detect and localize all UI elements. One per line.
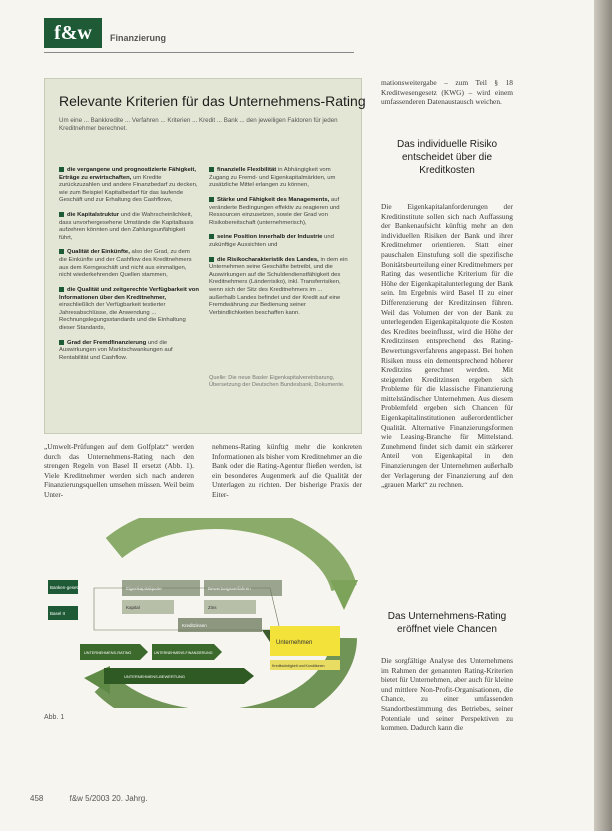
diagram-box-top-1-label: Eigenkapitalquote: [126, 586, 162, 591]
subheading-risk: Das individuelle Risiko entscheidet über die Kreditkosten: [396, 139, 498, 176]
criterion-text: auf veränderte Bedingungen effektiv zu reagieren und Ressourcen einzusetzen, sowie der Grad von Risikobereitschaft (unternehmerisch),: [209, 196, 340, 226]
body-column-b: nehmens-Rating künftig mehr die konkreten Informationen als bisher vom Kreditnehmer an die Bank oder die Rating-Agentur fließen werden, ist ein besonderes Augenmerk auf die Qualität der Unterlagen zu richten. Der bisherige Praxis der Eiter-: [212, 442, 362, 499]
page-number: 458: [30, 794, 44, 803]
criterion-lead: die Risikocharakteristik des Landes,: [217, 256, 319, 263]
diagram-box-mid-1-label: Kapital: [126, 605, 140, 610]
cycle-arrow-head-right: [330, 580, 358, 610]
bullet-square-icon: [59, 249, 64, 254]
criterion-item: [209, 257, 349, 318]
label-banken-gesetz: Banken-gesetz: [50, 585, 81, 590]
bullet-square-icon: [209, 257, 214, 262]
bullet-square-icon: [59, 287, 64, 292]
criterion-lead: die vergangene und prognostizierte Fähigkeit, Erträge zu erwirtschaften,: [59, 167, 196, 181]
criterion-text: in Abhängigkeit vom Zugang zu Fremd- und Eigenkapitalmärkten, um zusätzliche Mittel erlangen zu können,: [209, 167, 336, 189]
criterion-lead: Qualität der Einkünfte,: [67, 249, 130, 256]
arrow-finanzierung-label: UNTERNEHMENS-FINANZIERUNG: [154, 651, 213, 655]
body-column-right-3: Die sorgfältige Analyse des Unternehmens im Rahmen der genannten Rating-Kriterien bietet für Unternehmen, aber auch für kleine und mittlere Non-Profit-Organisationen, die Chance, zu einer umfassenden Standortbestimmung des Betriebes, seiner Potentiale und seiner Perspektiven zu kommen. Dadurch kann die: [381, 656, 513, 733]
criteria-column-left: [59, 167, 199, 369]
bullet-square-icon: [209, 234, 214, 239]
criterion-text: um Kredite zurückzuzahlen und andere Finanzbedarf zu decken, wie zum Beispiel Kapitalbedarf für das laufende Geschäft und zur Erhaltung des Cashflows,: [59, 174, 198, 204]
criterion-lead: die Qualität und zeitgerechte Verfügbarkeit von Informationen über den Kreditnehmer,: [59, 286, 199, 301]
arrow-bewertung-label: UNTERNEHMENS-BEWERTUNG: [124, 674, 186, 679]
diagram-box-mid-2-label: Zins: [208, 605, 217, 610]
criterion-text: einschließlich der Verfügbarkeit testierter Jahresabschlüsse, die Anwendung ... Rechnungslegungsstandards und die Einhaltung dieser Standards,: [59, 302, 186, 331]
criterion-text: und die Wahrscheinlichkeit, dass unvorhergesehene Umstände die Kapitalbasis aufzehren könnten und den Zahlungsunfähigkeit führt,: [59, 212, 194, 241]
page-footer: [30, 794, 147, 803]
unternehmen-label: Unternehmen: [276, 640, 313, 646]
subheading-chances: Das Unternehmens-Rating eröffnet viele Chancen: [387, 611, 507, 635]
criterion-lead: Grad der Fremdfinanzierung: [67, 339, 147, 346]
criterion-item: [59, 287, 199, 333]
criterion-item: [59, 212, 199, 242]
criterion-item: [59, 249, 199, 279]
bullet-square-icon: [59, 340, 64, 345]
cycle-arc-top: [114, 518, 344, 588]
bullet-square-icon: [209, 167, 214, 172]
fw-logo: f&w: [44, 18, 102, 48]
section-label: Finanzierung: [110, 33, 166, 43]
criterion-text: und die Auswirkungen von Marktschwankungen auf Rentabilität und Cashflow.: [59, 339, 173, 361]
criterion-lead: die Kapitalstruktur: [67, 212, 120, 219]
label-basel-ii: Basel II: [50, 611, 66, 616]
criterion-lead: Stärke und Fähigkeit des Managements,: [217, 196, 330, 203]
page-spine-shadow: [594, 0, 612, 831]
criterion-text: in dem ein Unternehmen seine Geschäfte betreibt, und die Auswirkungen auf die Schuldendienstfähigkeit des Kreditnehmers (Länderrisiko), inkl. Transferrisiken, wenn sich der Sitz des Kreditnehmers im ... außerhalb Landes befindet und der Kredit auf eine Fremdwährung zur Bedienung seiner Verbindlichkeiten beschaffen kann.: [209, 256, 348, 316]
bullet-square-icon: [59, 212, 64, 217]
criterion-item: [209, 197, 349, 227]
criterion-item: [209, 167, 349, 190]
criteria-column-right: [209, 167, 349, 324]
header-rule: [44, 52, 354, 53]
figure-caption: Abb. 1: [44, 714, 65, 721]
criterion-item: [59, 340, 199, 363]
criterion-text: also der Grad, zu dem die Einkünfte und der Cashflow des Kreditnehmers aus dem Kerngeschäft und nicht aus einmaligen, nicht wiederkehrenden Quellen stammen,: [59, 249, 192, 279]
criterion-text: und zukünftige Aussichten und: [209, 234, 334, 248]
body-column-right-2: Die Eigenkapitalanforderungen der Kreditinstitute sollen sich nach Auffassung der Bankenaufsicht künftig mehr an den individuellen Risiken der Bank und ihrer Kreditnehmer orientieren. Statt einer pauschalen Einstufung soll die spezifische Bonitätsbeurteilung einer Kreditnehmers per Rating das wesentliche Kriterium für die Höhe der Eigenkapitalunterlegung der Bank sein. Im Ergebnis wird Basel II zu einer Differenzierung der Kreditzinsen führen. Weil das Volumen der von der Bank zu unterlegenden Eigenkapitalquote die Kosten des Kredites beeinflusst, wird die Höhe der Kreditzinsen entsprechend des Rating-Bewertungsverfahrens angepasst. Bei hohen Risiken muss ein dementsprechend höherer Kreditzins gerechnet werden. Mit steigenden Kreditzinsen ergeben sich Probleme für die klassische Finanzierung mittelständischer Unternehmen. Aus diesem Problemfeld ergeben sich Chancen für Eigenkapitalinstitutionen außerordentlicher Qualität. Alternative Finanzierungsformen wie Leasing-Branche für Mittelstand. Zunehmend findet sich damit ein stärkerer Anteil von Eigenkapital in den Finanzierungen der Unternehmen außerhalb der Verlagerung der Finanzierung auf den „grauen Markt“ zu rechnen.: [381, 202, 513, 490]
criteria-info-box: [44, 78, 366, 434]
criterion-lead: finanzielle Flexibilität: [217, 167, 277, 174]
body-column-a: „Umwelt-Prüfungen auf dem Golfplatz“ werden durch das Unternehmens-Rating nach den strengen Regeln von Basel II ersetzt (Abb. 1). Viele Kreditnehmer werden sich nach anderen Finanzierungsquellen umsehen müssen. Weil beim Unter-: [44, 442, 194, 499]
criterion-item: [59, 167, 199, 205]
bullet-square-icon: [209, 197, 214, 202]
bullet-square-icon: [59, 167, 64, 172]
yellow-note-label: Kreditwürdigkeit und Konditionen: [272, 664, 325, 668]
diagram-box-bottom-label: Kreditzinsen: [182, 623, 207, 628]
criterion-lead: seine Position innerhalb der Industrie: [217, 234, 323, 241]
info-box-title: Relevante Kriterien für das Unternehmens-Rating: [59, 93, 366, 109]
diagram-box-top-2-label: Bewertungsverfahren: [208, 586, 251, 591]
issue-label: f&w 5/2003 20. Jahrg.: [69, 794, 148, 803]
rating-cycle-diagram: [44, 518, 362, 708]
arrow-rating-label: UNTERNEHMENS-RATING: [84, 651, 132, 655]
criterion-item: [209, 234, 349, 249]
info-box-intro: Um eine ... Bankkredite ... Verfahren ... Kriterien ... Kredit ... Bank ... den jeweiligen Faktoren für jeden Kreditnehmer berechnet.: [59, 117, 338, 133]
body-column-right-1: mationsweitergabe – zum Teil § 18 Kreditwesengesetz (KWG) – wird einem umfassenderen Datenaustausch weichen.: [381, 78, 513, 107]
info-box-source: Quelle: Die neue Basler Eigenkapitalvereinbarung, Übersetzung der Deutschen Bundesbank, Dokumente.: [209, 375, 345, 389]
